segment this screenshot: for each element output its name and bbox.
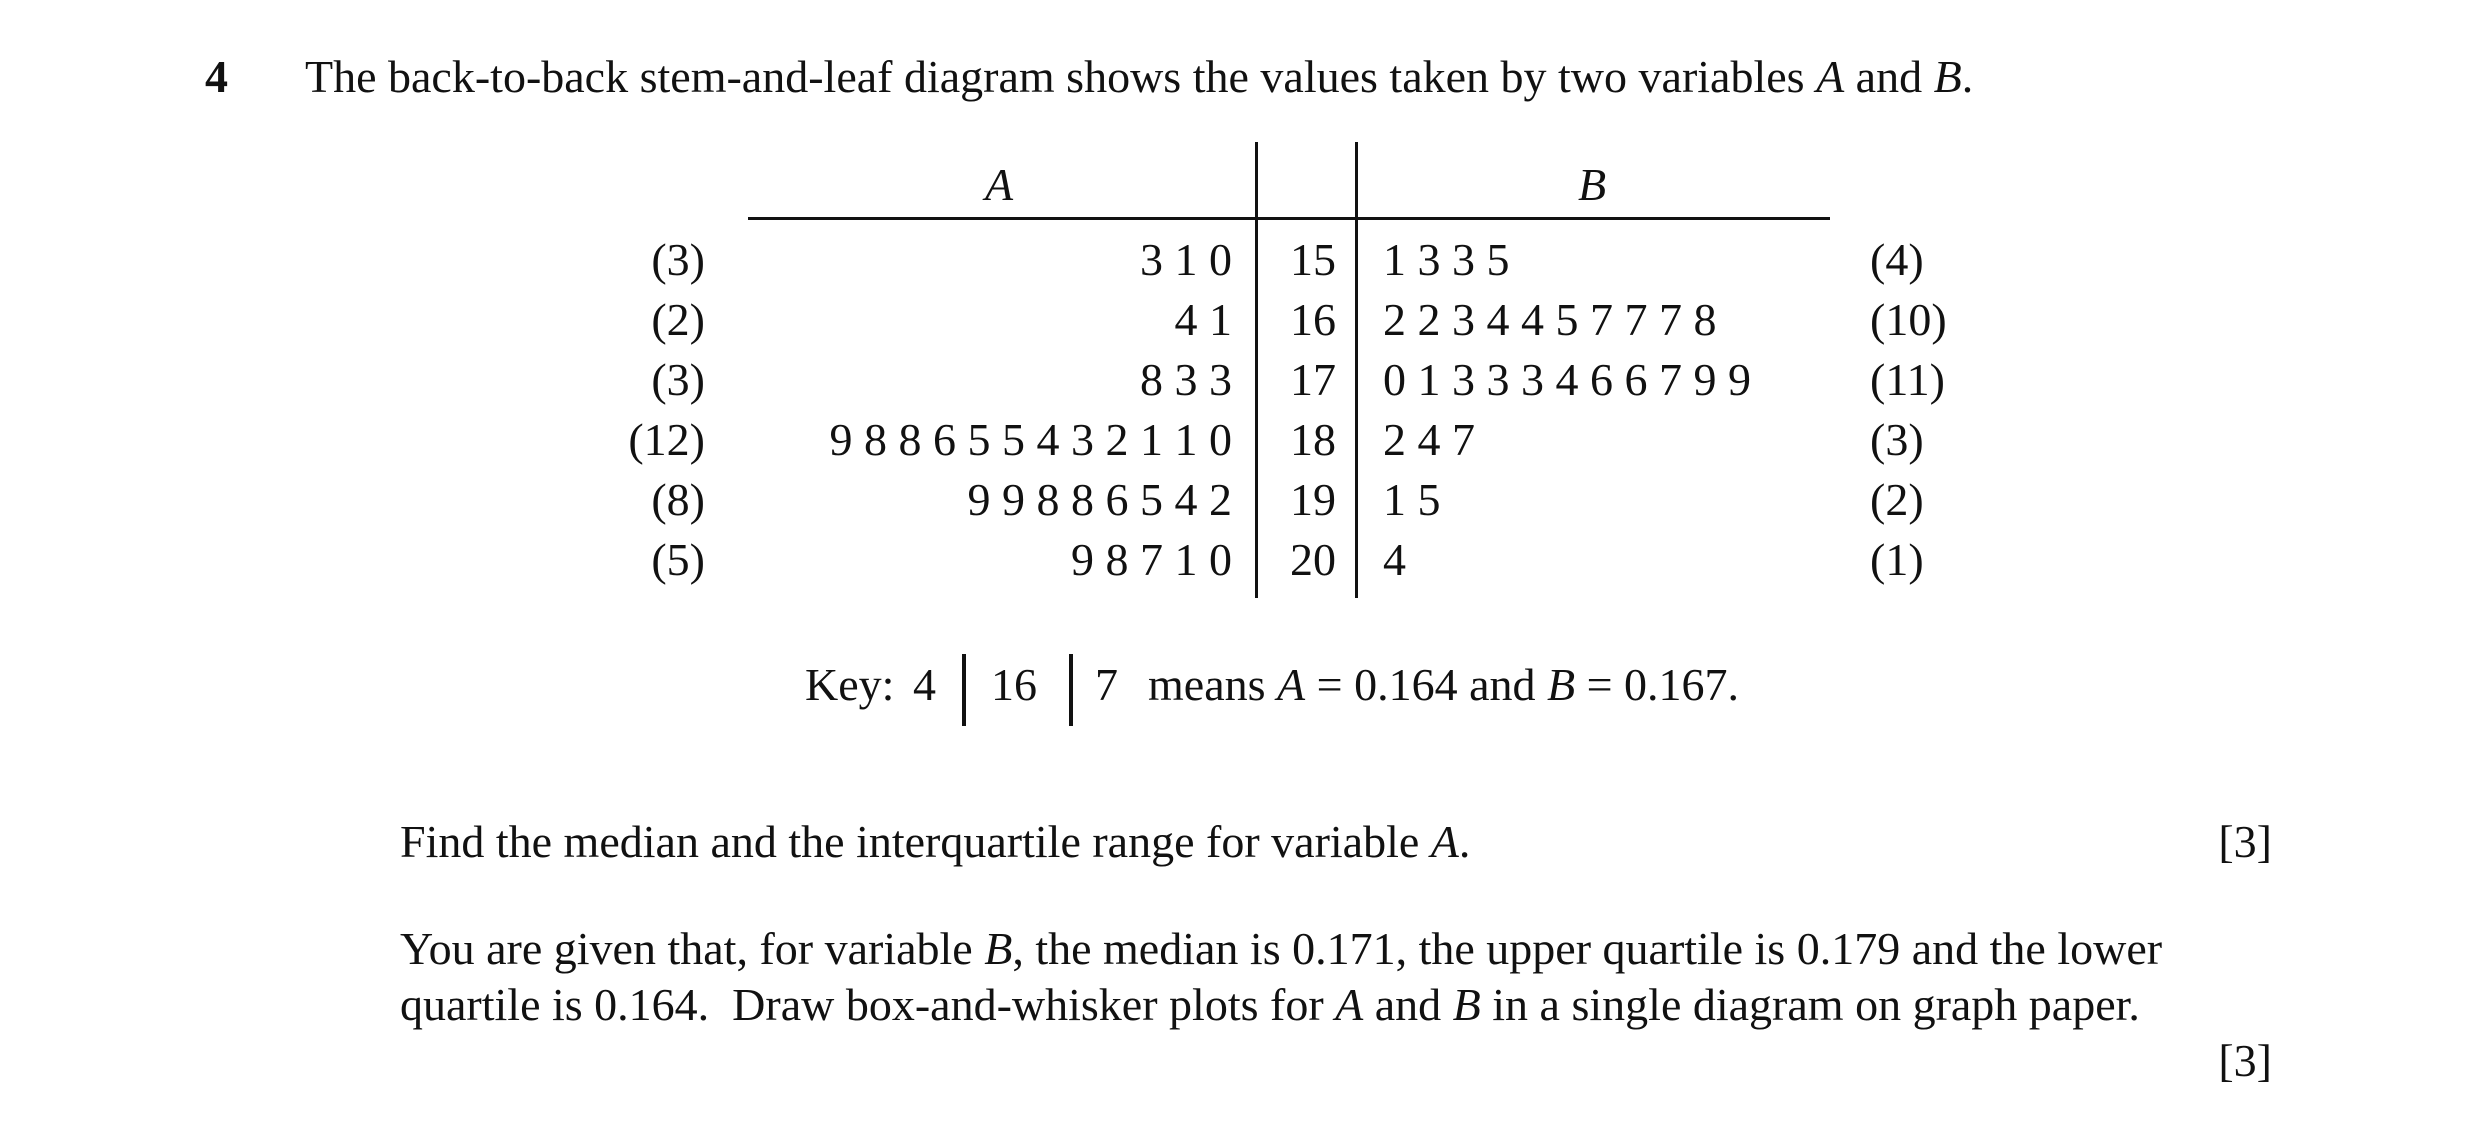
diagram-row bbox=[0, 413, 2480, 473]
header-a: A bbox=[985, 159, 1014, 210]
key-means: means bbox=[1148, 659, 1266, 710]
part-i-text-post: . bbox=[1458, 816, 1471, 867]
count-a: (3) bbox=[651, 354, 705, 405]
part-ii-line-2 bbox=[400, 978, 2140, 1031]
key-label: Key: bbox=[805, 659, 895, 710]
leaves-a: 4 1 bbox=[1174, 294, 1232, 345]
count-b: (3) bbox=[1870, 414, 1924, 465]
count-b: (1) bbox=[1870, 534, 1924, 585]
count-b: (2) bbox=[1870, 474, 1924, 525]
leaves-a: 3 1 0 bbox=[1140, 234, 1232, 285]
question-number: 4 bbox=[205, 51, 228, 102]
count-a: (5) bbox=[651, 534, 705, 585]
leaves-b: 4 bbox=[1383, 534, 1406, 585]
key-eq-a: = 0.164 and bbox=[1305, 659, 1547, 710]
part-i-marks: [3] bbox=[2218, 816, 2272, 867]
key-divider-right bbox=[1069, 654, 1073, 726]
diagram-row bbox=[0, 293, 2480, 353]
count-b: (11) bbox=[1870, 354, 1945, 405]
leaves-b: 2 4 7 bbox=[1383, 414, 1475, 465]
part-ii-l2a: quartile is 0.164. Draw box-and-whisker plots for bbox=[400, 979, 1336, 1030]
var-b: B bbox=[1933, 51, 1962, 102]
key-divider-left bbox=[962, 654, 966, 726]
key-leaf-a: 4 bbox=[913, 659, 936, 710]
count-a: (12) bbox=[628, 414, 705, 465]
key-stem: 16 bbox=[991, 659, 1037, 710]
diagram-row bbox=[0, 353, 2480, 413]
diagram-row bbox=[0, 473, 2480, 533]
part-i-var: A bbox=[1430, 816, 1459, 867]
stem: 20 bbox=[1290, 534, 1336, 585]
leaves-b: 1 5 bbox=[1383, 474, 1441, 525]
part-ii-line-1 bbox=[400, 922, 2162, 975]
part-ii-l2-var-a: A bbox=[1335, 979, 1364, 1030]
leaves-b: 0 1 3 3 3 4 6 6 7 9 9 bbox=[1383, 354, 1751, 405]
diagram-row bbox=[0, 233, 2480, 293]
part-ii-l1a: You are given that, for variable bbox=[400, 923, 985, 974]
stem: 18 bbox=[1290, 414, 1336, 465]
part-ii-l1b: , the median is 0.171, the upper quartile is 0.179 and the lower bbox=[1012, 923, 2163, 974]
count-b: (4) bbox=[1870, 234, 1924, 285]
intro-end: . bbox=[1961, 51, 1974, 102]
key-explanation bbox=[1148, 658, 1739, 711]
count-a: (3) bbox=[651, 234, 705, 285]
count-a: (2) bbox=[651, 294, 705, 345]
key-var-b: B bbox=[1546, 659, 1576, 710]
leaves-a: 8 3 3 bbox=[1140, 354, 1232, 405]
part-ii-l2-var-b: B bbox=[1452, 979, 1481, 1030]
part-ii-l2b: and bbox=[1363, 979, 1453, 1030]
count-b: (10) bbox=[1870, 294, 1947, 345]
stem: 15 bbox=[1290, 234, 1336, 285]
key-eq-b: = 0.167. bbox=[1575, 659, 1740, 710]
part-ii-l2c: in a single diagram on graph paper. bbox=[1480, 979, 2140, 1030]
count-a: (8) bbox=[651, 474, 705, 525]
part-i-text bbox=[400, 815, 1470, 868]
stem: 17 bbox=[1290, 354, 1336, 405]
leaves-a: 9 8 7 1 0 bbox=[1071, 534, 1232, 585]
leaves-a: 9 8 8 6 5 5 4 3 2 1 1 0 bbox=[829, 414, 1232, 465]
header-rule bbox=[748, 217, 1830, 220]
key-var-a: A bbox=[1277, 659, 1306, 710]
part-i-text-pre: Find the median and the interquartile range for variable bbox=[400, 816, 1431, 867]
part-ii-marks: [3] bbox=[2218, 1035, 2272, 1086]
stem: 19 bbox=[1290, 474, 1336, 525]
part-ii-l1-var: B bbox=[984, 923, 1013, 974]
header-b: B bbox=[1578, 159, 1607, 210]
leaves-b: 2 2 3 4 4 5 7 7 7 8 bbox=[1383, 294, 1717, 345]
var-a: A bbox=[1816, 51, 1845, 102]
intro-and: and bbox=[1844, 51, 1934, 102]
diagram-row bbox=[0, 533, 2480, 593]
key-leaf-b: 7 bbox=[1095, 659, 1118, 710]
stem: 16 bbox=[1290, 294, 1336, 345]
leaves-b: 1 3 3 5 bbox=[1383, 234, 1510, 285]
intro-text: The back-to-back stem-and-leaf diagram shows the values taken by two variables bbox=[305, 51, 1817, 102]
leaves-a: 9 9 8 8 6 5 4 2 bbox=[967, 474, 1232, 525]
